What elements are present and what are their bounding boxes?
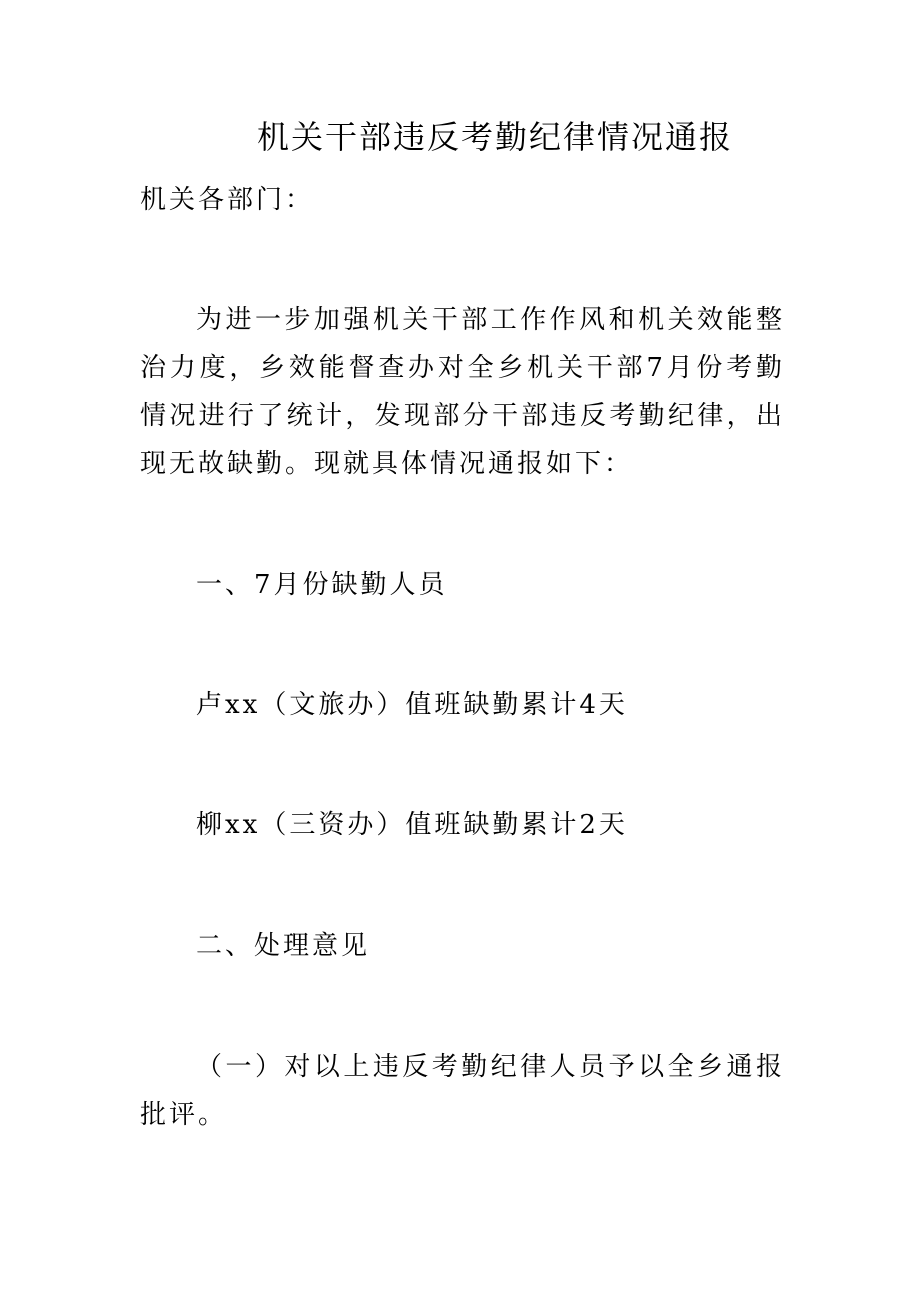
absentee-entry: 卢xx（文旅办）值班缺勤累计4天	[196, 690, 628, 720]
absentee-entry: 柳xx（三资办）值班缺勤累计2天	[196, 810, 628, 840]
intro-paragraph: 为进一步加强机关干部工作作风和机关效能整治力度，乡效能督查办对全乡机关干部7月份考勤情况进行了统计，发现部分干部违反考勤纪律，出现无故缺勤。现就具体情况通报如下：	[140, 305, 785, 479]
section-heading-absentees: 一、7月份缺勤人员	[196, 570, 448, 600]
salutation: 机关各部门：	[140, 185, 315, 215]
document-title: 机关干部违反考勤纪律情况通报	[256, 118, 733, 156]
section-heading-handling: 二、处理意见	[196, 931, 371, 961]
handling-opinion-paragraph: （一）对以上违反考勤纪律人员予以全乡通报批评。	[140, 1052, 785, 1130]
